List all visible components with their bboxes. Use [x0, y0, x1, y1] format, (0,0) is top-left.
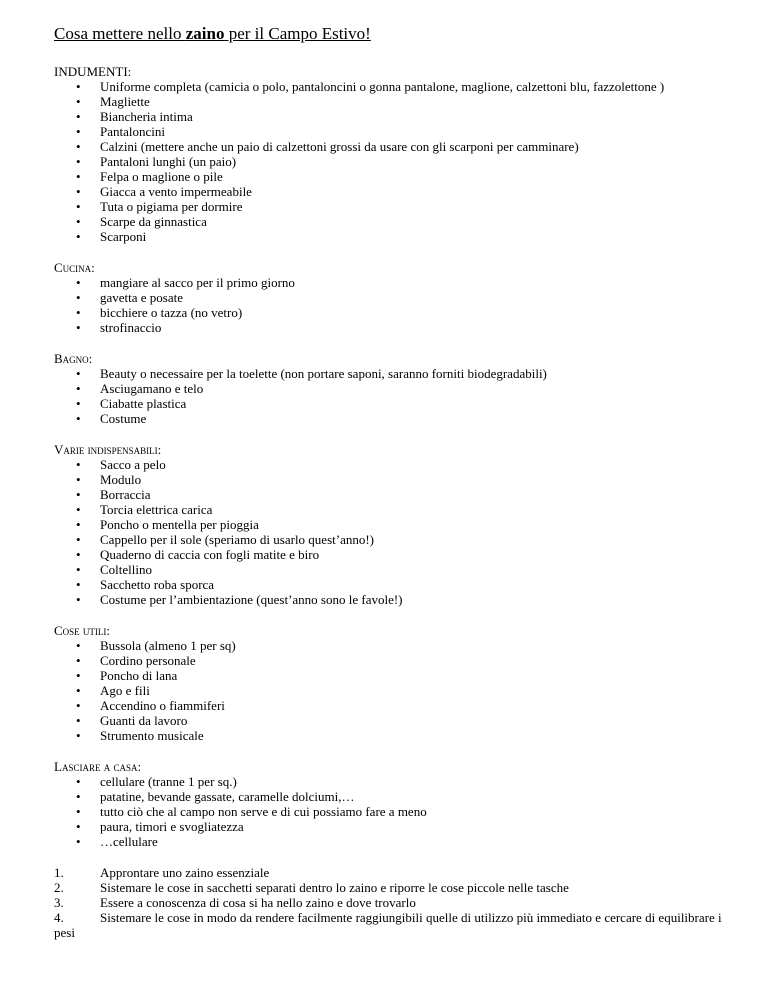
- bullet-icon: •: [76, 517, 81, 532]
- page-title: [54, 24, 744, 44]
- list-item-text: bicchiere o tazza (no vetro): [100, 305, 243, 320]
- bullet-list: [54, 638, 744, 743]
- list-item: [54, 154, 744, 169]
- sections-container: [54, 64, 744, 849]
- list-item: [54, 789, 744, 804]
- section: [54, 260, 744, 335]
- list-item: [54, 472, 744, 487]
- bullet-icon: •: [76, 275, 81, 290]
- bullet-icon: •: [76, 728, 81, 743]
- bullet-icon: •: [76, 502, 81, 517]
- bullet-icon: •: [76, 381, 81, 396]
- list-item: [54, 728, 744, 743]
- bullet-icon: •: [76, 79, 81, 94]
- step-item: [54, 880, 744, 895]
- list-item-text: gavetta e posate: [100, 290, 184, 305]
- bullet-icon: •: [76, 109, 81, 124]
- section: [54, 759, 744, 849]
- list-item: [54, 214, 744, 229]
- bullet-icon: •: [76, 472, 81, 487]
- section-heading: Lasciare a casa:: [54, 759, 142, 774]
- bullet-icon: •: [76, 94, 81, 109]
- list-item: [54, 638, 744, 653]
- list-item-text: Modulo: [100, 472, 142, 487]
- step-number: 3.: [54, 895, 64, 910]
- section: [54, 64, 744, 244]
- bullet-icon: •: [76, 184, 81, 199]
- bullet-icon: •: [76, 653, 81, 668]
- list-item: [54, 184, 744, 199]
- bullet-list: [54, 774, 744, 849]
- list-item: [54, 683, 744, 698]
- bullet-icon: •: [76, 698, 81, 713]
- bullet-icon: •: [76, 774, 81, 789]
- list-item: [54, 275, 744, 290]
- list-item: [54, 229, 744, 244]
- list-item-text: Scarponi: [100, 229, 147, 244]
- list-item-text: Cappello per il sole (speriamo di usarlo quest’anno!): [100, 532, 375, 547]
- step-item: [54, 910, 744, 940]
- list-item: [54, 517, 744, 532]
- bullet-icon: •: [76, 396, 81, 411]
- list-item: [54, 366, 744, 381]
- list-item-text: Accendino o fiammiferi: [100, 698, 225, 713]
- list-item-text: Coltellino: [100, 562, 152, 577]
- section: [54, 623, 744, 743]
- list-item-text: …cellulare: [100, 834, 158, 849]
- bullet-list: [54, 79, 744, 244]
- list-item-text: strofinaccio: [100, 320, 162, 335]
- step-number: 1.: [54, 865, 64, 880]
- list-item-text: tutto ciò che al campo non serve e di cui possiamo fare a meno: [100, 804, 427, 819]
- list-item-text: Sacco a pelo: [100, 457, 166, 472]
- list-item-text: Beauty o necessaire per la toelette (non portare saponi, saranno forniti biodegradabili): [100, 366, 547, 381]
- bullet-list: [54, 366, 744, 426]
- list-item-text: Scarpe da ginnastica: [100, 214, 207, 229]
- bullet-icon: •: [76, 532, 81, 547]
- bullet-icon: •: [76, 290, 81, 305]
- list-item-text: Uniforme completa (camicia o polo, pantaloncini o gonna pantalone, maglione, calzettoni blu, fazzolettone ): [100, 79, 665, 94]
- list-item: [54, 698, 744, 713]
- section-heading: Varie indispensabili:: [54, 442, 162, 457]
- bullet-icon: •: [76, 169, 81, 184]
- list-item: [54, 199, 744, 214]
- list-item: [54, 320, 744, 335]
- list-item-text: cellulare (tranne 1 per sq.): [100, 774, 237, 789]
- bullet-icon: •: [76, 457, 81, 472]
- section-heading: Cucina:: [54, 260, 95, 275]
- list-item-text: patatine, bevande gassate, caramelle dolciumi,…: [100, 789, 355, 804]
- step-text: Sistemare le cose in modo da rendere facilmente raggiungibili quelle di utilizzo più immediato e cercare di equilibrare i pesi: [54, 910, 722, 940]
- list-item-text: paura, timori e svogliatezza: [100, 819, 244, 834]
- list-item-text: Guanti da lavoro: [100, 713, 188, 728]
- list-item-text: Felpa o maglione o pile: [100, 169, 223, 184]
- bullet-icon: •: [76, 154, 81, 169]
- list-item: [54, 819, 744, 834]
- list-item-text: Calzini (mettere anche un paio di calzettoni grossi da usare con gli scarponi per camminare): [100, 139, 579, 154]
- list-item: [54, 653, 744, 668]
- list-item: [54, 668, 744, 683]
- title-text-before: Cosa mettere nello: [54, 24, 186, 43]
- section-heading: Cose utili:: [54, 623, 111, 638]
- document-page: [54, 24, 744, 940]
- list-item-text: Magliette: [100, 94, 150, 109]
- bullet-icon: •: [76, 577, 81, 592]
- bullet-icon: •: [76, 562, 81, 577]
- list-item-text: mangiare al sacco per il primo giorno: [100, 275, 295, 290]
- list-item-text: Bussola (almeno 1 per sq): [100, 638, 236, 653]
- list-item: [54, 94, 744, 109]
- list-item: [54, 139, 744, 154]
- step-item: [54, 895, 744, 910]
- list-item: [54, 774, 744, 789]
- list-item: [54, 381, 744, 396]
- bullet-icon: •: [76, 487, 81, 502]
- bullet-icon: •: [76, 199, 81, 214]
- bullet-icon: •: [76, 411, 81, 426]
- list-item: [54, 79, 744, 94]
- list-item: [54, 305, 744, 320]
- bullet-icon: •: [76, 683, 81, 698]
- list-item: [54, 457, 744, 472]
- list-item-text: Quaderno di caccia con fogli matite e biro: [100, 547, 320, 562]
- list-item-text: Biancheria intima: [100, 109, 193, 124]
- list-item-text: Pantaloncini: [100, 124, 165, 139]
- bullet-icon: •: [76, 592, 81, 607]
- list-item: [54, 290, 744, 305]
- bullet-icon: •: [76, 547, 81, 562]
- list-item-text: Cordino personale: [100, 653, 196, 668]
- list-item-text: Ago e fili: [100, 683, 150, 698]
- bullet-list: [54, 457, 744, 607]
- section-heading: INDUMENTI:: [54, 64, 132, 79]
- list-item: [54, 834, 744, 849]
- bullet-icon: •: [76, 668, 81, 683]
- bullet-icon: •: [76, 320, 81, 335]
- list-item-text: Borraccia: [100, 487, 151, 502]
- steps-list: [54, 865, 744, 940]
- bullet-icon: •: [76, 305, 81, 320]
- list-item-text: Pantaloni lunghi (un paio): [100, 154, 237, 169]
- section: [54, 442, 744, 607]
- list-item: [54, 562, 744, 577]
- list-item-text: Tuta o pigiama per dormire: [100, 199, 243, 214]
- bullet-icon: •: [76, 789, 81, 804]
- list-item: [54, 577, 744, 592]
- list-item: [54, 396, 744, 411]
- list-item: [54, 487, 744, 502]
- bullet-icon: •: [76, 139, 81, 154]
- list-item: [54, 532, 744, 547]
- step-item: [54, 865, 744, 880]
- step-text: Sistemare le cose in sacchetti separati dentro lo zaino e riporre le cose piccole nelle tasche: [100, 880, 569, 895]
- bullet-list: [54, 275, 744, 335]
- list-item: [54, 109, 744, 124]
- list-item: [54, 411, 744, 426]
- list-item-text: Giacca a vento impermeabile: [100, 184, 252, 199]
- list-item: [54, 713, 744, 728]
- list-item-text: Ciabatte plastica: [100, 396, 187, 411]
- list-item-text: Costume: [100, 411, 147, 426]
- list-item: [54, 502, 744, 517]
- step-number: 2.: [54, 880, 64, 895]
- title-text-after: per il Campo Estivo!: [224, 24, 371, 43]
- list-item-text: Torcia elettrica carica: [100, 502, 213, 517]
- bullet-icon: •: [76, 214, 81, 229]
- bullet-icon: •: [76, 713, 81, 728]
- step-number: 4.: [54, 910, 64, 925]
- bullet-icon: •: [76, 819, 81, 834]
- list-item: [54, 169, 744, 184]
- section: [54, 351, 744, 426]
- list-item-text: Asciugamano e telo: [100, 381, 204, 396]
- section-heading: Bagno:: [54, 351, 93, 366]
- list-item-text: Strumento musicale: [100, 728, 204, 743]
- list-item-text: Sacchetto roba sporca: [100, 577, 215, 592]
- step-text: Approntare uno zaino essenziale: [100, 865, 270, 880]
- bullet-icon: •: [76, 804, 81, 819]
- list-item-text: Costume per l’ambientazione (quest’anno sono le favole!): [100, 592, 403, 607]
- bullet-icon: •: [76, 124, 81, 139]
- bullet-icon: •: [76, 366, 81, 381]
- list-item: [54, 547, 744, 562]
- step-text: Essere a conoscenza di cosa si ha nello zaino e dove trovarlo: [100, 895, 416, 910]
- list-item: [54, 592, 744, 607]
- list-item-text: Poncho di lana: [100, 668, 178, 683]
- bullet-icon: •: [76, 229, 81, 244]
- bullet-icon: •: [76, 638, 81, 653]
- list-item: [54, 124, 744, 139]
- bullet-icon: •: [76, 834, 81, 849]
- list-item-text: Poncho o mentella per pioggia: [100, 517, 259, 532]
- title-text-bold: zaino: [185, 24, 225, 43]
- list-item: [54, 804, 744, 819]
